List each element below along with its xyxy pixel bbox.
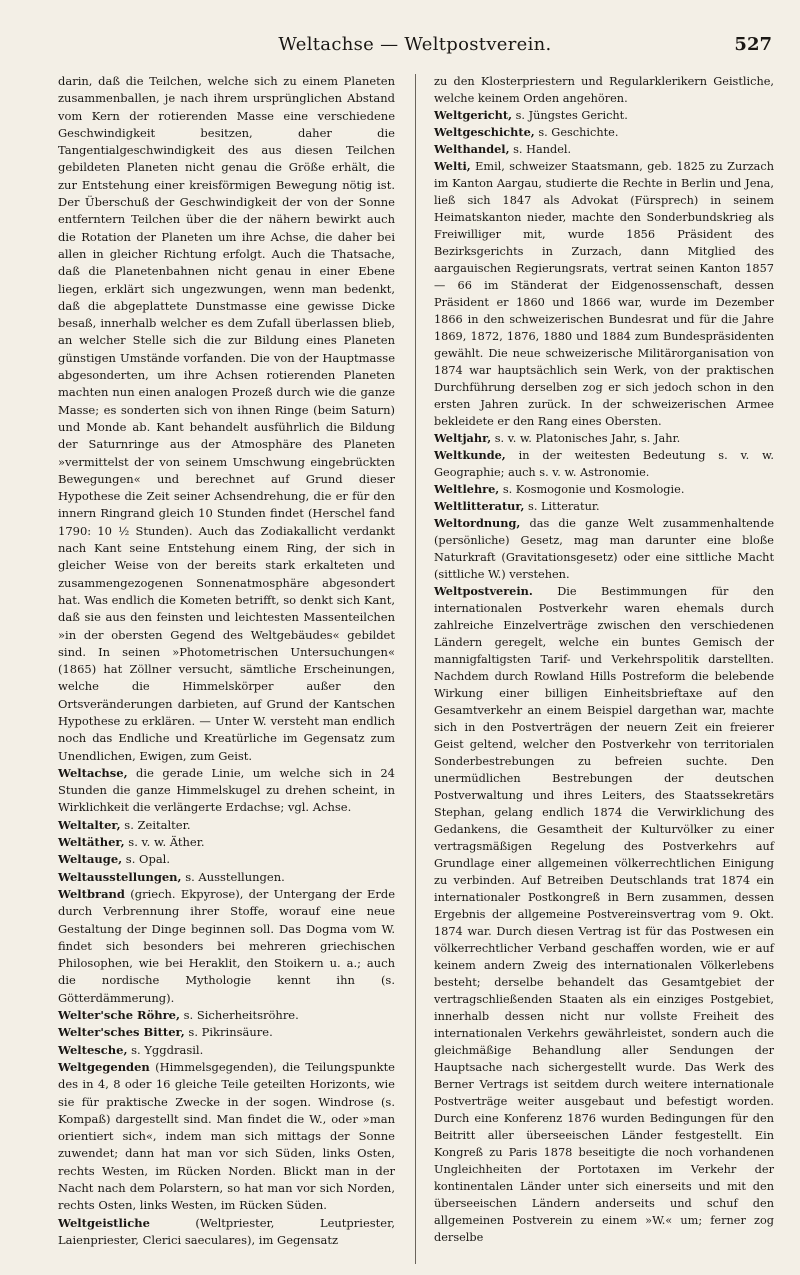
headword: Weltkunde,	[434, 448, 506, 462]
entry-weltkunde	[434, 447, 774, 481]
entry-weltgegenden	[58, 1059, 395, 1215]
entry-text: s. Ausstellungen.	[181, 869, 285, 884]
headword: Welthandel,	[434, 142, 510, 156]
entry-text: das die ganze Welt zusammenhaltende (persönliche) Gesetz, mag man darunter eine bloße Naturkraft (Gravitationsgesetz) oder eine sittliche Macht (sittliche W.) verstehen.	[434, 517, 774, 581]
entry-welter-roehre	[58, 1007, 395, 1024]
headword: Weltlehre,	[434, 482, 500, 496]
headword: Welter'sche Röhre,	[58, 1008, 180, 1023]
entry-text: s. Pikrinsäure.	[184, 1025, 273, 1040]
headword: Weltjahr,	[434, 431, 492, 445]
entry-text: s. v. w. Äther.	[124, 835, 205, 850]
entry-text: in der weitesten Bedeutung s. v. w. Geographie; auch s. v. w. Astronomie.	[434, 449, 774, 479]
entry-text: s. Opal.	[122, 852, 171, 867]
headword: Weltgeistliche	[58, 1215, 150, 1230]
continued-paragraph: darin, daß die Teilchen, welche sich zu einem Planeten zusammenballen, je nach ihrem ursprünglichen Abstand vom Kern der rotierenden Masse eine verschiedene Geschwindigkeit besitzen, daher die Tangentialgeschwindigkeit des aus diesen Teilchen gebildeten Planeten nicht genau die Größe erhält, die zur Entstehung einer kreisförmigen Bewegung nötig ist. Der Überschuß der Geschwindigkeit der von der Sonne entferntern Teilchen über die der nähern bewirkt auch die Rotation der Planeten um ihre Achse, die daher bei allen in gleicher Richtung erfolgt. Auch die Thatsache, daß die Planetenbahnen nicht genau in einer Ebene liegen, erklärt sich ungezwungen, wenn man bedenkt, daß die abgeplattete Dunstmasse eine gewisse Dicke besaß, innerhalb welcher es dem Zufall überlassen blieb, an welcher Stelle sich die zur Bildung eines Planeten günstigen Umstände vorfanden. Die von der Hauptmasse abgesonderten, um ihre Achsen rotierenden Planeten machten nun einen analogen Prozeß durch wie die ganze Masse; es sonderten sich von ihnen Ringe (beim Saturn) und Monde ab. Kant behandelt ausführlich die Bildung der Saturnringe aus der Atmosphäre des Planeten »vermittelst der von seinem Umschwung eingebrückten Bewegungen« und berechnet auf Grund dieser Hypothese die Zeit seiner Achsendrehung, die er für den innern Ringrand gleich 10 Stunden findet (Herschel fand 1790: 10 ½ Stunden). Auch das Zodiakallicht verdankt nach Kant seine Entstehung einem Ring, der sich in gleicher Weise von der bereits stark erkalteten und zusammengezogenen Sonnenatmosphäre abgesondert hat. Was endlich die Kometen betrifft, so denkt sich Kant, daß sie aus den feinsten und leichtesten Massenteilchen »in der obersten Gegend des Weltgebäudes« gebildet sind. In seinen »Photometrischen Untersuchungen« (1865) hat Zöllner versucht, sämtliche Erscheinungen, welche die Himmelskörper außer den Ortsveränderungen darbieten, auf Grund der Kantschen Hypothese zu erklären. — Unter W. versteht man endlich noch das Endliche und Kreatürliche im Gegensatz zum Unendlichen, Ewigen, zum Geist.	[58, 74, 395, 763]
continued-paragraph: zu den Klosterpriestern und Regularklerikern Geistliche, welche keinem Orden angehören.	[434, 75, 774, 105]
entry-weltjahr	[434, 430, 774, 447]
page-header	[58, 34, 772, 60]
entry-weltlehre	[434, 481, 774, 498]
entry-weltbrand	[58, 886, 395, 1007]
entry-weltalter	[58, 817, 395, 834]
entry-weltgeschichte	[434, 124, 774, 141]
left-column	[58, 73, 395, 1249]
headword: Welter'sches Bitter,	[58, 1025, 185, 1040]
headword: Weltbrand	[58, 886, 125, 901]
entry-text: s. v. w. Platonisches Jahr, s. Jahr.	[491, 432, 681, 445]
headword: Weltgericht,	[434, 108, 513, 122]
headword: Weltesche,	[58, 1042, 128, 1057]
entry-weltordnung	[434, 515, 774, 583]
entry-weltlitteratur	[434, 498, 774, 515]
entry-text: s. Kosmogonie und Kosmologie.	[499, 483, 685, 496]
column-divider	[415, 74, 416, 1264]
entry-weltpostverein	[434, 583, 774, 1246]
entry-weltausstellungen	[58, 869, 395, 886]
entry-text: (Himmelsgegenden), die Teilungspunkte des in 4, 8 oder 16 gleiche Teile geteilten Horizonts, wie sie für praktische Zwecke in der sogen. Windrose (s. Kompaß) dargestellt sind. Man findet die W., oder »man orientiert sich«, indem man sich mittags der Sonne zuwendet; dann hat man vor sich Süden, links Osten, rechts Westen, im Rücken Norden. Blickt man in der Nacht nach dem Polarstern, so hat man vor sich Norden, rechts Osten, links Westen, im Rücken Süden.	[58, 1059, 395, 1213]
entry-text: die gerade Linie, um welche sich in 24 Stunden die ganze Himmelskugel zu drehen scheint, in Wirklichkeit die verlängerte Erdachse; vgl. Achse.	[58, 765, 395, 815]
entry-text: s. Yggdrasil.	[127, 1042, 204, 1057]
entry-text: s. Zeitalter.	[120, 817, 191, 832]
headword: Weltachse,	[58, 765, 128, 780]
headword: Weltalter,	[58, 817, 121, 832]
entry-welthandel	[434, 141, 774, 158]
headword: Weltgeschichte,	[434, 125, 535, 139]
headword: Weltauge,	[58, 852, 123, 867]
right-column	[434, 73, 774, 1246]
entry-text: Die Bestimmungen für den internationalen Postverkehr waren ehemals durch zahlreiche Einzelverträge zwischen den verschiedenen Ländern geregelt, welche ein buntes Gemisch der mannigfaltigsten Tarif- und Verkehrspolitik darstellten. Nachdem durch Rowland Hills Postreform die belebende Wirkung einer billigen Einheitsbrieftaxe auf den Gesamtverkehr an einem Beispiel dargethan war, machte sich in den Postverträgen der neuern Zeit ein freierer Geist geltend, welcher den Postverkehr von territorialen Sonderbestrebungen zu befreien suchte. Den unermüdlichen Bestrebungen der deutschen Postverwaltung und ihres Leiters, des Staatssekretärs Stephan, gelang endlich 1874 die Verwirklichung des Gedankens, die Gesamtheit der Kulturvölker zu einer vertragsmäßigen Regelung des Postverkehrs auf Grundlage einer allgemeinen völkerrechtlichen Einigung zu verbinden. Auf Betreiben Deutschlands trat 1874 ein internationaler Postkongreß in Bern zusammen, dessen Ergebnis der allgemeine Postvereinsvertrag vom 9. Okt. 1874 war. Durch diesen Vertrag ist für das Postwesen ein völkerrechtlicher Verband geschaffen worden, wie er auf keinem andern Zweig des internationalen Völkerlebens besteht; derselbe behandelt das Gesamtgebiet der vertragschließenden Staaten als ein einziges Postgebiet, innerhalb dessen nicht nur vollste Freiheit des internationalen Verkehrs gewährleistet, sondern auch die gleichmäßige Behandlung aller Sendungen der Hauptsache nach sichergestellt wurde. Das Werk des Berner Vertrags ist seitdem durch weitere internationale Postverträge weiter ausgebaut und befestigt worden. Durch eine Konferenz 1876 wurden Bedingungen für den Beitritt aller überseeischen Länder festgestellt. Ein Kongreß zu Paris 1878 beseitigte die noch vorhandenen Ungleichheiten der Portotaxen im Verkehr der kontinentalen Länder unter sich einerseits und mit den überseeischen Ländern anderseits und schuf den allgemeinen Postverein zu einem »W.« um; ferner zog derselbe	[434, 585, 774, 1244]
headword: Weltpostverein.	[434, 584, 533, 598]
entry-weltachse	[58, 765, 395, 817]
entry-weltauge	[58, 851, 395, 868]
headword: Welti,	[434, 159, 471, 173]
entry-weltgericht	[434, 107, 774, 124]
headword: Weltgegenden	[58, 1059, 150, 1074]
headword: Weltausstellungen,	[58, 869, 182, 884]
entry-text: (griech. Ekpyrose), der Untergang der Erde durch Verbrennung ihrer Stoffe, worauf eine neue Gestaltung der Dinge beginnen soll. Das Dogma vom W. findet sich besonders bei mehreren griechischen Philosophen, wie bei Heraklit, den Stoikern u. a.; auch die nordische Mythologie kennt ihn (s. Götterdämmerung).	[58, 886, 395, 1005]
entry-weltaether	[58, 834, 395, 851]
entry-text: s. Handel.	[509, 143, 572, 156]
entry-text: s. Sicherheitsröhre.	[180, 1008, 299, 1023]
entry-welti	[434, 158, 774, 430]
entry-weltesche	[58, 1042, 395, 1059]
running-title: Weltachse — Weltpostverein.	[278, 34, 552, 55]
entry-welter-bitter	[58, 1024, 395, 1041]
entry-text: (Weltpriester, Leutpriester, Laienpriester, Clerici saeculares), im Gegensatz	[58, 1215, 395, 1247]
headword: Weltäther,	[58, 835, 125, 850]
page-number: 527	[734, 34, 772, 55]
headword: Weltlitteratur,	[434, 499, 525, 513]
entry-text: Emil, schweizer Staatsmann, geb. 1825 zu Zurzach im Kanton Aargau, studierte die Rechte in Berlin und Jena, ließ sich 1847 als Advokat (Fürsprech) in seinem Heimatskanton nieder, machte den Sonderbundskrieg als Freiwilliger mit, wurde 1856 Präsident des Bezirksgerichts in Zurzach, dann Mitglied des aargauischen Regierungsrats, vertrat seinen Kanton 1857 — 66 im Ständerat der Eidgenossenschaft, dessen Präsident er 1860 und 1866 war, wurde im Dezember 1866 in den schweizerischen Bundesrat und für die Jahre 1869, 1872, 1876, 1880 und 1884 zum Bundespräsidenten gewählt. Die neue schweizerische Militärorganisation von 1874 war hauptsächlich sein Werk, von der praktischen Durchführung derselben zog er sich jedoch schon in den ersten Jahren zurück. In der schweizerischen Armee bekleidete er den Rang eines Obersten.	[434, 160, 774, 428]
entry-text: s. Litteratur.	[524, 500, 600, 513]
entry-text: s. Geschichte.	[534, 126, 619, 139]
entry-text: s. Jüngstes Gericht.	[512, 109, 628, 122]
headword: Weltordnung,	[434, 516, 521, 530]
entry-weltgeistliche	[58, 1215, 395, 1250]
